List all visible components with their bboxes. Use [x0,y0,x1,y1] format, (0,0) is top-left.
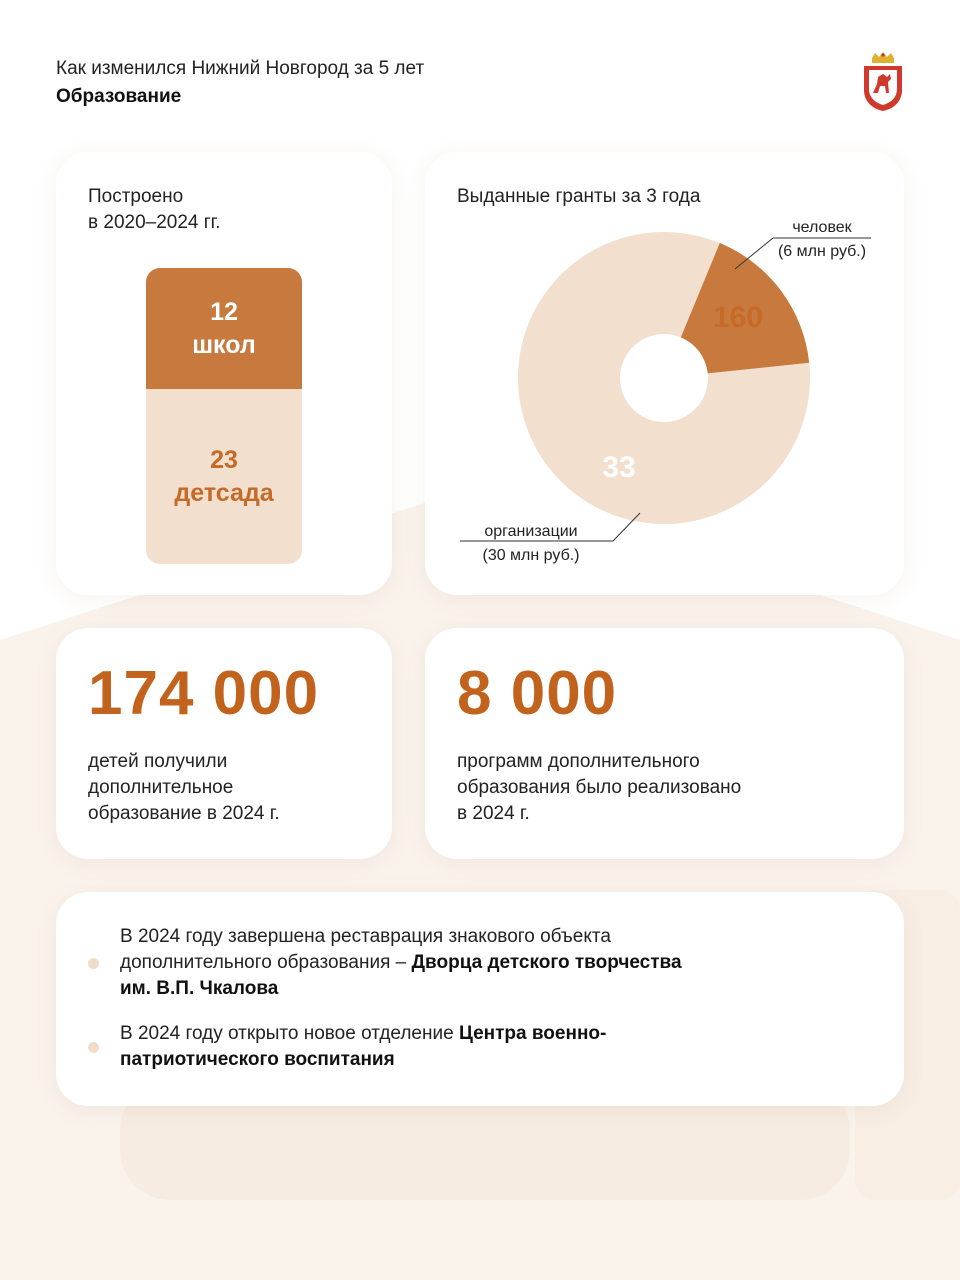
children-stat-card [56,628,392,859]
fact1-line3-bold: им. В.П. Чкалова [120,978,279,999]
facts-card [56,892,904,1106]
programs-desc-line1: программ дополнительного [457,751,700,772]
built-label-line1: Построено [88,186,184,207]
grants-title: Выданные гранты за 3 года [457,186,701,207]
programs-desc-line2: образования было реализовано [457,777,742,798]
fact1-line2-bold: Дворца детского творчества [411,952,682,973]
fact2-line1-normal: В 2024 году открыто новое отделение [120,1023,459,1044]
orgs-amount: (30 млн руб.) [482,547,580,564]
built-label-line2: в 2020–2024 гг. [88,212,221,233]
kindergartens-value: 23 [210,445,238,474]
orgs-value-label: 33 [602,451,636,484]
fact2-line1-bold: Центра военно- [458,1023,607,1044]
bullet-dot-icon [88,1042,99,1053]
grants-donut-chart [425,152,904,595]
schools-block [146,268,302,389]
people-label: человек [792,219,852,236]
kindergartens-unit: детсада [174,478,274,507]
fact-item [88,924,682,1002]
schools-value: 12 [210,297,238,326]
orgs-label: организации [484,523,578,540]
people-amount: (6 млн руб.) [777,243,867,260]
bullet-dot-icon [88,958,99,969]
page-subtitle: Как изменился Нижний Новгород за 5 лет [56,58,425,79]
grants-card [425,152,904,595]
fact2-line2-bold: патриотического воспитания [120,1049,395,1070]
fact-item [88,1021,606,1073]
built-card [56,152,392,595]
fact1-line1: В 2024 году завершена реставрация знакового объекта [120,926,611,947]
page-title: Образование [56,86,182,107]
kindergartens-block [146,389,302,564]
city-coat-of-arms-icon [860,52,906,112]
children-desc-line3: образование в 2024 г. [88,803,280,824]
programs-desc-line3: в 2024 г. [457,803,530,824]
programs-count: 8 000 [457,659,618,728]
people-value-label: 160 [712,301,764,334]
children-count: 174 000 [88,659,320,728]
fact1-line2-normal: дополнительного образования – [120,952,412,973]
schools-unit: школ [192,330,256,359]
children-desc-line1: детей получили [88,751,228,772]
programs-stat-card [425,628,904,859]
children-desc-line2: дополнительное [88,777,234,798]
